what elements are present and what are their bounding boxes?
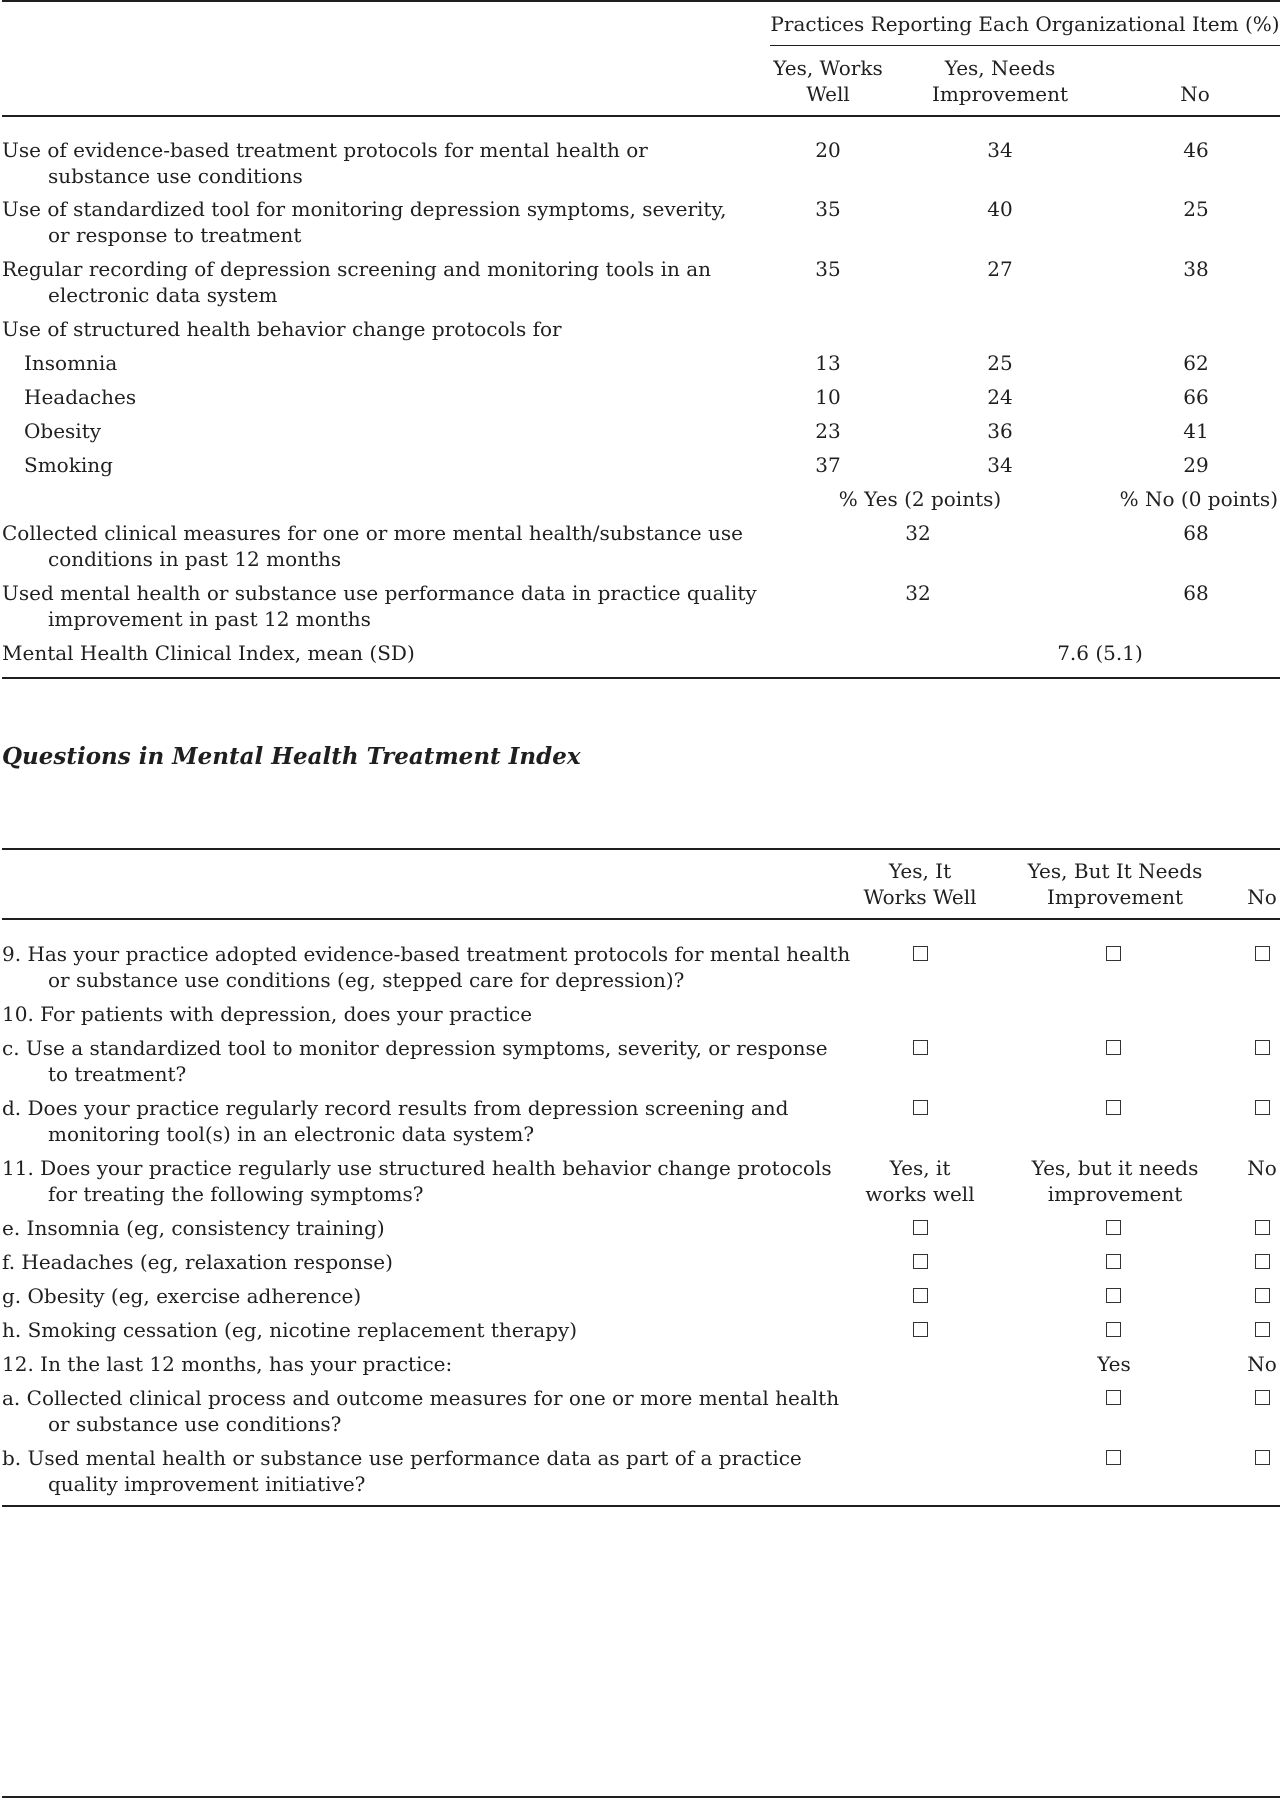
question-9: 9. Has your practice adopted evidence-based treatment protocols for mental health or substance use conditions (eg, stepped care for depression)? <box>2 942 851 992</box>
q12-col-yes: Yes <box>1097 1352 1131 1376</box>
question-11g: g. Obesity (eg, exercise adherence) <box>2 1284 362 1308</box>
q10d-works-well-checkbox[interactable] <box>913 1100 928 1115</box>
q10d-needs-improvement-checkbox[interactable] <box>1106 1100 1121 1115</box>
table1-index-label: Mental Health Clinical Index, mean (SD) <box>2 641 415 665</box>
table1-cell: 10 <box>815 385 841 409</box>
question-12b: b. Used mental health or substance use performance data as part of a practice quality improvement initiative? <box>2 1446 802 1496</box>
table1-cell: 38 <box>1183 257 1209 281</box>
question-12a: a. Collected clinical process and outcome measures for one or more mental health or substance use conditions? <box>2 1386 840 1436</box>
table1-cell: 37 <box>815 453 841 477</box>
q11-col-no: No <box>1247 1156 1277 1180</box>
table1-yes-header: % Yes (2 points) <box>838 487 1002 511</box>
q11h-needs-improvement-checkbox[interactable] <box>1106 1322 1121 1337</box>
table1-group-label: Use of structured health behavior change protocols for <box>2 317 562 341</box>
table2-top-rule <box>2 848 1280 850</box>
table1-cell: 66 <box>1183 385 1209 409</box>
table1-row-label: Used mental health or substance use performance data in practice quality improvement in past 12 months <box>2 581 757 631</box>
table1-cell: 13 <box>815 351 841 375</box>
table1-spanning-rule <box>770 45 1280 46</box>
table1-cell: 25 <box>987 351 1013 375</box>
table1-cell: 29 <box>1183 453 1209 477</box>
table1-row-label: Regular recording of depression screening and monitoring tools in an electronic data system <box>2 257 712 307</box>
section-title: Questions in Mental Health Treatment Index <box>2 743 581 770</box>
table1-cell: 41 <box>1183 419 1209 443</box>
question-10c: c. Use a standardized tool to monitor depression symptoms, severity, or response to treatment? <box>2 1036 828 1086</box>
q11g-needs-improvement-checkbox[interactable] <box>1106 1288 1121 1303</box>
table2-col-no: No <box>1247 885 1277 909</box>
q11-col-needs-improvement: Yes, but it needs improvement <box>1031 1156 1199 1206</box>
table1-cell: 35 <box>815 257 841 281</box>
table1-cell: 35 <box>815 197 841 221</box>
question-11: 11. Does your practice regularly use structured health behavior change protocols for treating the following symptoms? <box>2 1156 832 1206</box>
table1-cell: 68 <box>1183 521 1209 545</box>
table1-subrow-label: Obesity <box>24 419 102 443</box>
q10d-no-checkbox[interactable] <box>1255 1100 1270 1115</box>
q11f-works-well-checkbox[interactable] <box>913 1254 928 1269</box>
table2-header-rule <box>2 918 1280 920</box>
question-11h: h. Smoking cessation (eg, nicotine replacement therapy) <box>2 1318 578 1342</box>
table1-subrow-label: Headaches <box>24 385 137 409</box>
q11g-no-checkbox[interactable] <box>1255 1288 1270 1303</box>
table1-index-value: 7.6 (5.1) <box>1057 641 1143 665</box>
table1-cell: 46 <box>1183 138 1209 162</box>
q11e-no-checkbox[interactable] <box>1255 1220 1270 1235</box>
table1-cell: 68 <box>1183 581 1209 605</box>
table1-row-label: Use of evidence-based treatment protocols for mental health or substance use conditions <box>2 138 648 188</box>
q11-col-works-well: Yes, it works well <box>865 1156 975 1206</box>
table1-bottom-rule <box>2 677 1280 679</box>
table1-row-label: Use of standardized tool for monitoring depression symptoms, severity, or response to treatment <box>2 197 727 247</box>
question-12: 12. In the last 12 months, has your practice: <box>2 1352 453 1376</box>
q12a-yes-checkbox[interactable] <box>1106 1390 1121 1405</box>
table1-col-no: No <box>1180 82 1210 106</box>
table2-col-needs-improvement: Yes, But It Needs Improvement <box>1027 859 1203 909</box>
q12-col-no: No <box>1247 1352 1277 1376</box>
table1-col-works-well: Yes, Works Well <box>773 56 883 106</box>
table1-cell: 24 <box>987 385 1013 409</box>
table1-no-header: % No (0 points) <box>1119 487 1278 511</box>
table1-cell: 32 <box>905 581 931 605</box>
question-10: 10. For patients with depression, does your practice <box>2 1002 533 1026</box>
q9-works-well-checkbox[interactable] <box>913 946 928 961</box>
q11h-no-checkbox[interactable] <box>1255 1322 1270 1337</box>
table1-cell: 34 <box>987 453 1013 477</box>
page-footer-rule <box>2 1796 1280 1798</box>
table1-cell: 20 <box>815 138 841 162</box>
table1-cell: 25 <box>1183 197 1209 221</box>
table2-bottom-rule <box>2 1505 1280 1507</box>
table1-cell: 32 <box>905 521 931 545</box>
q11e-works-well-checkbox[interactable] <box>913 1220 928 1235</box>
table1-cell: 34 <box>987 138 1013 162</box>
q10c-works-well-checkbox[interactable] <box>913 1040 928 1055</box>
q10c-no-checkbox[interactable] <box>1255 1040 1270 1055</box>
table1-header-rule <box>2 115 1280 117</box>
q10c-needs-improvement-checkbox[interactable] <box>1106 1040 1121 1055</box>
table1-spanning-header: Practices Reporting Each Organizational Item (%) <box>770 12 1280 36</box>
question-10d: d. Does your practice regularly record results from depression screening and monitoring tool(s) in an electronic data system? <box>2 1096 789 1146</box>
q11g-works-well-checkbox[interactable] <box>913 1288 928 1303</box>
q11h-works-well-checkbox[interactable] <box>913 1322 928 1337</box>
q11f-needs-improvement-checkbox[interactable] <box>1106 1254 1121 1269</box>
q11f-no-checkbox[interactable] <box>1255 1254 1270 1269</box>
table1-cell: 23 <box>815 419 841 443</box>
q9-needs-improvement-checkbox[interactable] <box>1106 946 1121 961</box>
q9-no-checkbox[interactable] <box>1255 946 1270 961</box>
table1-top-rule <box>2 0 1280 2</box>
table1-col-needs-improvement: Yes, Needs Improvement <box>931 56 1069 106</box>
table1-subrow-label: Insomnia <box>24 351 118 375</box>
table1-cell: 36 <box>987 419 1013 443</box>
table1-row-label: Collected clinical measures for one or more mental health/substance use conditions in past 12 months <box>2 521 743 571</box>
table1-subrow-label: Smoking <box>24 453 113 477</box>
table1-cell: 27 <box>987 257 1013 281</box>
question-11f: f. Headaches (eg, relaxation response) <box>2 1250 393 1274</box>
table2-col-works-well: Yes, It Works Well <box>863 859 977 909</box>
q12b-no-checkbox[interactable] <box>1255 1450 1270 1465</box>
q12a-no-checkbox[interactable] <box>1255 1390 1270 1405</box>
table1-cell: 40 <box>987 197 1013 221</box>
question-11e: e. Insomnia (eg, consistency training) <box>2 1216 385 1240</box>
q11e-needs-improvement-checkbox[interactable] <box>1106 1220 1121 1235</box>
table1-cell: 62 <box>1183 351 1209 375</box>
q12b-yes-checkbox[interactable] <box>1106 1450 1121 1465</box>
